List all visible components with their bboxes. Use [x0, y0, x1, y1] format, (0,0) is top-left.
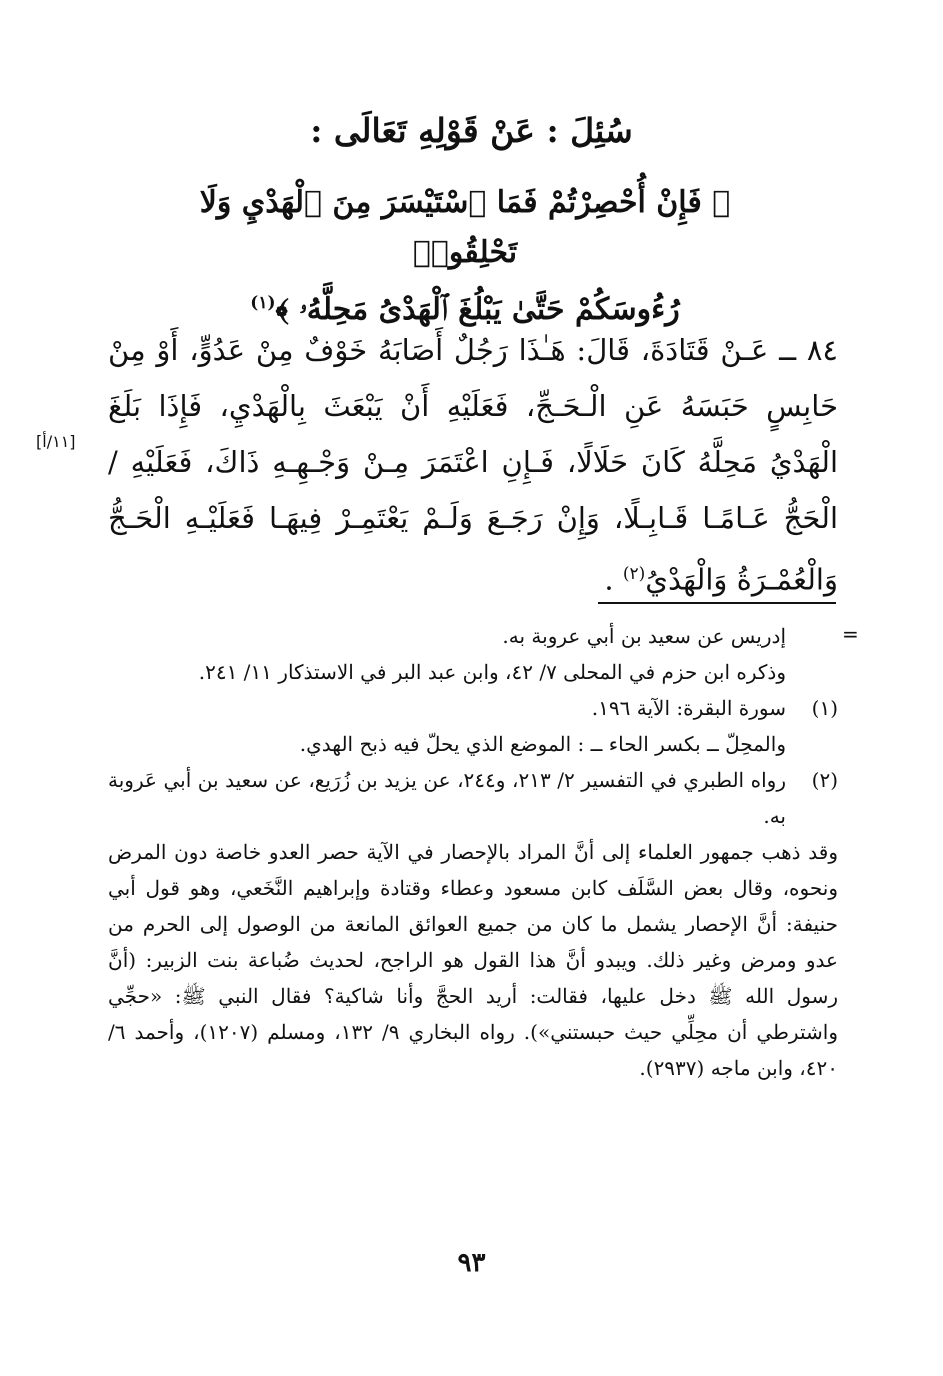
narration-text: ٨٤ ــ عَـنْ قَتَادَةَ، قَالَ: هَـٰذَا رَجُلٌ أَصَابَهُ خَوْفٌ مِنْ عَدُوٍّ، أَوْ مِنْ حَابِسٍ حَبَسَهُ عَنِ الْـحَـجِّ، فَعَلَيْهِ أَنْ يَبْعَثَ بِالْهَدْيِ، فَإِذَا بَلَغَ الْهَدْيُ مَحِلَّهُ كَانَ حَلَالًا، فَـإِنِ اعْتَمَرَ مِـنْ وَجْـهِـهِ ذَاكَ، فَعَلَيْهِ / الْحَجُّ عَـامًـا قَـابِـلًا، وَإِنْ رَجَـعَ وَلَـمْ يَعْتَمِـرْ فِيهَـا فَعَلَيْـهِ الْحَـجُّ وَالْعُمْـرَةُ وَالْهَدْيُ	[108, 333, 838, 597]
main-footnote-ref: (٢)	[622, 564, 646, 584]
footnote-continued-line-2: وذكره ابن حزم في المحلى ٧/ ٤٢، وابن عبد البر في الاستذكار ١١/ ٢٤١.	[198, 660, 786, 684]
footnote-separator	[598, 602, 836, 604]
verse-line-1: ﴿ فَإِنْ أُحْصِرْتُمْ فَمَا ٱسْتَيْسَرَ مِنَ ٱلْهَدْيِ وَلَا تَحْلِقُوا۟	[199, 185, 731, 270]
footnote-continuation-mark: =	[842, 622, 859, 646]
footnote-1-line-2: والمحِلّ ــ بكسر الحاء ــ : الموضع الذي يحلّ فيه ذبح الهدي.	[299, 732, 786, 756]
main-text-end: .	[604, 562, 623, 597]
section-heading: سُئِلَ : عَنْ قَوْلِهِ تَعَالَى :	[310, 111, 633, 150]
main-text	[108, 322, 838, 608]
verse-footnote-ref: (١)	[250, 293, 276, 313]
footnote-1-number: (١)	[811, 696, 838, 720]
footnote-2	[108, 762, 838, 834]
footnote-2-paragraph: وقد ذهب جمهور العلماء إلى أنَّ المراد بالإحصار في الآية حصر العدو خاصة دون المرض ونحوه، وقال بعض السَّلَف كابن مسعود وعطاء وقتادة وإبراهيم النَّخَعي، وهو قول أبي حنيفة: أنَّ الإحصار يشمل ما كان من جميع العوائق المانعة من الوصول إلى الحرم من عدو ومرض وغير ذلك. ويبدو أنَّ هذا القول هو الراجح، لحديث ضُباعة بنت الزبير: (أنَّ رسول الله ﷺ دخل عليها، فقالت: أريد الحجَّ وأنا شاكية؟ فقال النبي ﷺ: «حجِّي واشترطي أن محِلِّي حيث حبستني»). رواه البخاري ٩/ ١٣٢، ومسلم (١٢٠٧)، وأحمد ٦/ ٤٢٠، وابن ماجه (٢٩٣٧).	[108, 840, 839, 1080]
footnote-1	[108, 690, 838, 726]
manuscript-folio-ref: [١١/أ]	[36, 432, 76, 451]
verse-line-2-text: رُءُوسَكُمْ حَتَّىٰ يَبْلُغَ ٱلْهَدْىُ مَحِلَّهُۥ ﴾	[275, 292, 680, 327]
footnote-2-number: (٢)	[811, 768, 838, 792]
footnote-1-text: سورة البقرة: الآية ١٩٦.	[591, 696, 786, 720]
footnote-continued-line-1: إدريس عن سعيد بن أبي عروبة به.	[502, 624, 786, 648]
footnote-2-text: رواه الطبري في التفسير ٢/ ٢١٣، و٢٤٤، عن يزيد بن زُرَيع، عن سعيد بن أبي عَروبة به.	[108, 768, 786, 828]
footnotes	[108, 618, 838, 1086]
quran-verse	[150, 178, 780, 335]
page-number: ٩٣	[457, 1248, 486, 1278]
